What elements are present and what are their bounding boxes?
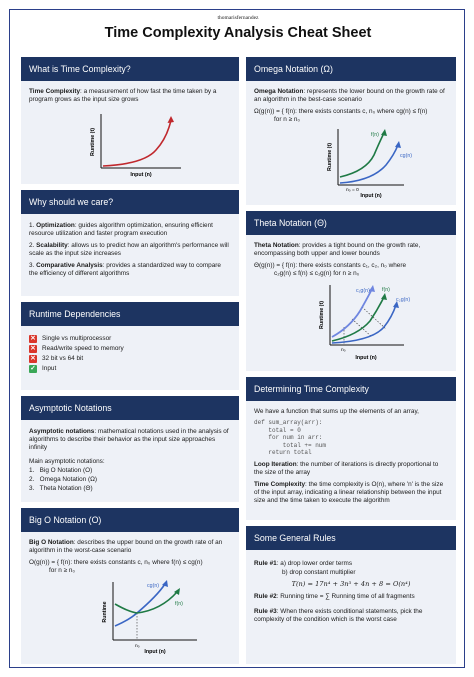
card-rules: Some General Rules Rule #1: a) drop lower order terms b) drop constant multiplier T(n) = 17n⁴ + 3n³ + 4n + 8 = O(n⁴) Rule #2: Running time = ∑ Running time of all fragments Rule #3: When there exists conditional statements, pick the complexity of the condition which is the worst case (246, 526, 456, 664)
card-header: Runtime Dependencies (21, 302, 239, 326)
card-what-is: What is Time Complexity? Time Complexity: a measurement of how fast the time taken by a program grows as the input size grows Runtime (t) Input (n) (21, 57, 239, 184)
x-axis-label: Input (n) (130, 172, 152, 178)
cg-curve (340, 145, 398, 183)
card-asymptotic: Asymptotic Notations Asymptotic notations: mathematical notations used in the analysis of algorithms to describe their behavior as the input size approaches infinity Main asymptotic notations: 1. Big O Notation (O) 2. Omega Notation (Ω) 3. Theta Notation (Θ) (21, 396, 239, 502)
card-runtime-deps (21, 302, 239, 390)
x-axis-label: Input (n) (360, 193, 382, 199)
arrow-head-icon (168, 116, 175, 123)
x-mark-icon: ✕ (30, 345, 36, 352)
c2g-curve (332, 305, 396, 343)
y-axis-label: Runtime (t) (327, 143, 333, 171)
card-determining: Determining Time Complexity We have a function that sums up the elements of an array, def sum_array(arr): total = 0 for num in arr: total += num return total Loop Iteration: the number of iterations is directly proportional to the size of the array Time Complexity: the time complexity is O(n), where 'n' is the size of the input array, indicating a linear relationship between the input size and the time taken to execute the algorithm (246, 377, 456, 520)
c1g-label: c₁g(n) (356, 288, 370, 294)
arrow-head-icon (381, 129, 387, 136)
list-item: ✕ 32 bit vs 64 bit (30, 355, 84, 362)
y-axis-label: Runtime (t) (90, 128, 96, 156)
cg-label: cg(n) (147, 583, 160, 589)
page-title: Time Complexity Analysis Cheat Sheet (104, 25, 372, 41)
card-header: What is Time Complexity? (21, 57, 239, 81)
card-omega: Omega Notation (Ω) Omega Notation: represents the lower bound on the growth rate of an algorithm in the best-case scenario Ω(g(n)) = { f(n): there exists constants c, n₀ where cg(n) ≤ f(n) for n ≥ n₀ f(n) cg(n) n₀ = 0 Runtime (t) Input (n) (246, 57, 456, 205)
cg-curve (115, 584, 165, 626)
y-axis-label: Runtime (102, 601, 108, 623)
n0-label: n₀ = 0 (346, 188, 359, 193)
card-header: Theta Notation (Θ) (246, 211, 456, 235)
f-curve (115, 592, 177, 613)
growth-curve-graph (29, 108, 229, 178)
f-label: f(n) (371, 132, 379, 138)
list-item: 1. Optimization: guides algorithm optimization, ensuring efficient resource utilization and faster program execution (29, 222, 213, 237)
check-mark-icon: ✓ (30, 365, 36, 372)
list-item: 3. Theta Notation (Θ) (29, 485, 93, 492)
c2g-label: c₂g(n) (396, 297, 411, 303)
card-header: Why should we care? (21, 190, 239, 214)
cg-label: cg(n) (400, 153, 413, 159)
f-curve (332, 297, 384, 341)
rule-1-formula: T(n) = 17n⁴ + 3n³ + 4n + 8 = O(n⁴) (291, 580, 411, 588)
n0-label: n₀ (135, 644, 140, 649)
list-item: 3. Comparative Analysis: provides a standardized way to compare the efficiency of different algorithms (29, 262, 221, 277)
list-item: ✕ Single vs multiprocessor (30, 335, 112, 342)
card-header: Determining Time Complexity (246, 377, 456, 401)
list-item: 2. Omega Notation (Ω) (29, 476, 98, 483)
x-axis-label: Input (n) (355, 355, 377, 361)
f-label: f(n) (382, 287, 390, 293)
list-item: 1. Big O Notation (O) (29, 467, 93, 474)
list-item: ✕ Read/write speed to memory (30, 345, 124, 352)
arrow-head-icon (381, 293, 387, 300)
cheat-sheet-frame (9, 9, 465, 668)
n0-label: n₀ (341, 348, 346, 353)
card-why-care (21, 190, 239, 296)
list-item: ✓ Input (30, 365, 57, 372)
x-axis-label: Input (n) (144, 649, 166, 654)
x-mark-icon: ✕ (30, 335, 36, 342)
f-label: f(n) (175, 601, 183, 607)
author-label: thomarisfernandez (217, 15, 259, 21)
big-o-graph (29, 578, 229, 654)
card-theta: Theta Notation (Θ) Theta Notation: provides a tight bound on the growth rate, encompassing both upper and lower bounds Θ(g(n)) = { f(n): there exists constants c₁, c₂, n₀ where c₂g(n) ≤ f(n) ≤ c₁g(n) for n ≥ n₀ c₁g(n) f(n) c₂g(n) n₀ Runtime (t) Input (n) (246, 211, 456, 371)
omega-graph (254, 127, 448, 199)
f-curve (340, 133, 384, 177)
card-header: Some General Rules (246, 526, 456, 550)
card-big-o: Big O Notation (O) Big O Notation: describes the upper bound on the growth rate of an algorithm in the worst-case scenario O(g(n)) = { f(n): there exists constants c, n₀ where f(n) ≤ cg(n) for n ≥ n₀ cg(n) f(n) n₀ Runtime Input (n) (21, 508, 239, 664)
arrow-head-icon (369, 285, 375, 292)
c1g-curve (332, 289, 372, 337)
x-mark-icon: ✕ (30, 355, 36, 362)
card-header: Asymptotic Notations (21, 396, 239, 420)
y-axis-label: Runtime (t) (319, 301, 325, 329)
card-header: Omega Notation (Ω) (246, 57, 456, 81)
code-block: def sum_array(arr): total = 0 for num in arr: total += num return total (254, 419, 327, 456)
card-header: Big O Notation (O) (21, 508, 239, 532)
theta-graph (254, 281, 448, 361)
arrow-head-icon (395, 141, 401, 148)
list-item: 2. Scalability: allows us to predict how an algorithm's performance will scale as the input size increases (29, 242, 229, 257)
growth-curve (103, 120, 171, 166)
